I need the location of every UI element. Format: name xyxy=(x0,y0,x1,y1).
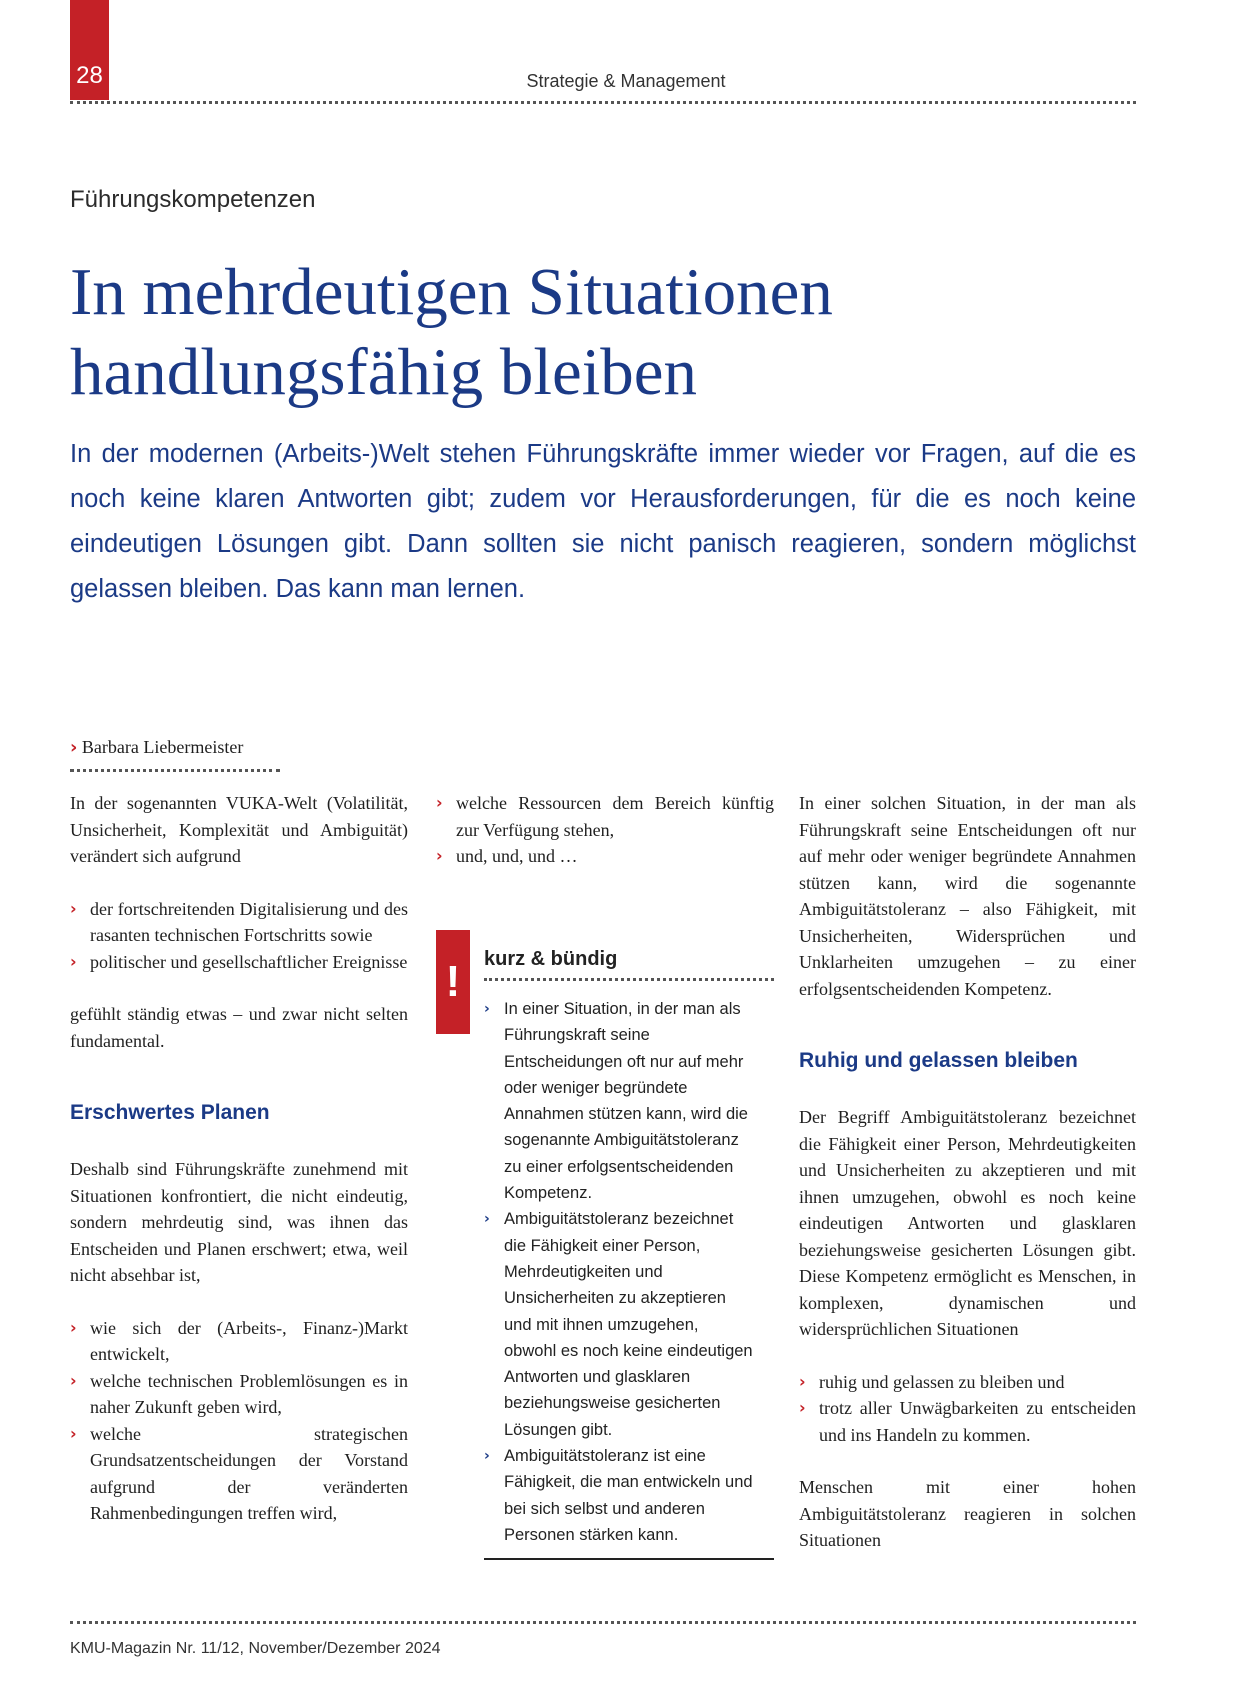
body-paragraph: In einer solchen Situation, in der man als Führungskraft seine Entscheidungen oft nur auf mehr oder weniger begründete Annahmen stützen kann, wird die sogenannte Ambiguitätstoleranz – also Fähigkeit, mit Unsicherheiten, Widersprüchen und Unklarheiten umzugehen – zu einer erfolgsentscheidenden Kompetenz. xyxy=(799,793,1136,999)
chevron-right-icon: › xyxy=(436,793,443,812)
chevron-right-icon: › xyxy=(70,951,77,971)
section-heading: Erschwertes Planen xyxy=(70,1101,270,1124)
chevron-right-icon: › xyxy=(436,846,443,865)
list-item: › welche Ressourcen dem Bereich künftig zur Verfügung stehen, xyxy=(436,790,774,843)
exclamation-icon: ! xyxy=(436,930,470,1034)
article-headline xyxy=(70,252,1150,412)
section-label: Strategie & Management xyxy=(526,71,726,91)
chevron-right-icon: › xyxy=(70,1317,77,1337)
footer-divider xyxy=(70,1621,1136,1624)
article-lead: In der modernen (Arbeits-)Welt stehen Führungskräfte immer wieder vor Fragen, auf die es noch keine klaren Antworten gibt; zudem vor Herausforderungen, für die es noch keine eindeutigen Lösungen gibt. Dann sollten sie nicht panisch reagieren, sondern möglichst gelassen bleiben. Das kann man lernen. xyxy=(70,440,1136,603)
bullet-list xyxy=(70,1315,408,1527)
list-item: › welche strategischen Grundsatzentscheidungen der Vorstand aufgrund der veränderten Rahmenbedingungen treffen wird, xyxy=(70,1421,408,1527)
summary-box-bottom-rule xyxy=(484,1558,774,1560)
list-item: › wie sich der (Arbeits-, Finanz-)Markt entwickelt, xyxy=(70,1315,408,1368)
list-item: › In einer Situation, in der man als Führungskraft seine Entscheidungen oft nur auf mehr oder weniger begründete Annahmen stützen kann, wird die sogenannte Ambiguitätstoleranz zu einer erfolgsentscheidenden Kompetenz. xyxy=(484,996,754,1206)
body-paragraph: Menschen mit einer hohen Ambiguitätstoleranz reagieren in solchen Situationen xyxy=(799,1477,1136,1550)
section-heading: Ruhig und gelassen bleiben xyxy=(799,1049,1078,1072)
list-item: › welche technischen Problemlösungen es in naher Zukunft geben wird, xyxy=(70,1368,408,1421)
summary-box-title: kurz & bündig xyxy=(484,948,774,981)
list-item: › und, und, und … xyxy=(436,843,774,870)
footer-issue-info: KMU-Magazin Nr. 11/12, November/Dezember 2024 xyxy=(70,1640,441,1657)
body-paragraph: Deshalb sind Führungskräfte zunehmend mit Situationen konfrontiert, die nicht eindeutig, sondern mehrdeutig sind, was ihnen das Entscheiden und Planen erschwert; etwa, weil nicht absehbar ist, xyxy=(70,1159,408,1285)
author-name: Barbara Liebermeister xyxy=(81,737,244,757)
body-paragraph: In der sogenannten VUKA-Welt (Volatilität, Unsicherheit, Komplexität und Ambiguität) verändert sich aufgrund xyxy=(70,793,408,866)
page-number: 28 xyxy=(70,0,109,100)
column-2 xyxy=(436,790,774,870)
bullet-list xyxy=(799,1369,1136,1449)
body-paragraph: Der Begriff Ambiguitätstoleranz bezeichnet die Fähigkeit einer Person, Mehrdeutigkeiten und Unsicherheiten zu akzeptieren und mit ihnen umzugehen, obwohl es noch keine eindeutigen Antworten und glasklaren beziehungsweise gesicherten Lösungen gibt. Diese Kompetenz ermöglicht es Menschen, in komplexen, dynamischen und widersprüchlichen Situationen xyxy=(799,1107,1136,1339)
body-paragraph: gefühlt ständig etwas – und zwar nicht selten fundamental. xyxy=(70,1004,408,1051)
headline-line-1: In mehrdeutigen Situationen xyxy=(70,255,833,329)
list-item: › der fortschreitenden Digitalisierung und des rasanten technischen Fortschritts sowie xyxy=(70,896,408,949)
list-item: › Ambiguitätstoleranz bezeichnet die Fähigkeit einer Person, Mehrdeutigkeiten und Unsicherheiten zu akzeptieren und mit ihnen umzugehen, obwohl es noch keine eindeutigen Antworten und glasklaren beziehungsweise gesicherten Lösungen gibt. xyxy=(484,1206,754,1443)
chevron-right-icon: › xyxy=(70,1370,77,1390)
list-item: › Ambiguitätstoleranz ist eine Fähigkeit, die man entwickeln und bei sich selbst und anderen Personen stärken kann. xyxy=(484,1443,754,1548)
list-item: › ruhig und gelassen zu bleiben und xyxy=(799,1369,1136,1396)
chevron-right-icon: › xyxy=(799,1371,806,1391)
article-kicker: Führungskompetenzen xyxy=(70,186,316,213)
headline-line-2: handlungsfähig bleiben xyxy=(70,335,698,409)
summary-list xyxy=(484,996,754,1548)
chevron-right-icon: › xyxy=(484,1211,490,1228)
list-item: › trotz aller Unwägbarkeiten zu entscheiden und ins Handeln zu kommen. xyxy=(799,1395,1136,1448)
chevron-right-icon: › xyxy=(799,1398,806,1417)
chevron-right-icon: › xyxy=(70,737,78,758)
bullet-list xyxy=(436,790,774,870)
chevron-right-icon: › xyxy=(70,1423,77,1443)
list-item: › politischer und gesellschaftlicher Ereignisse xyxy=(70,949,408,976)
header-divider xyxy=(70,101,1136,104)
column-1 xyxy=(70,790,408,1527)
column-3 xyxy=(799,790,1136,1554)
author-byline xyxy=(70,737,280,772)
chevron-right-icon: › xyxy=(484,1448,490,1465)
chevron-right-icon: › xyxy=(70,898,77,918)
bullet-list xyxy=(70,896,408,976)
chevron-right-icon: › xyxy=(484,1001,490,1017)
